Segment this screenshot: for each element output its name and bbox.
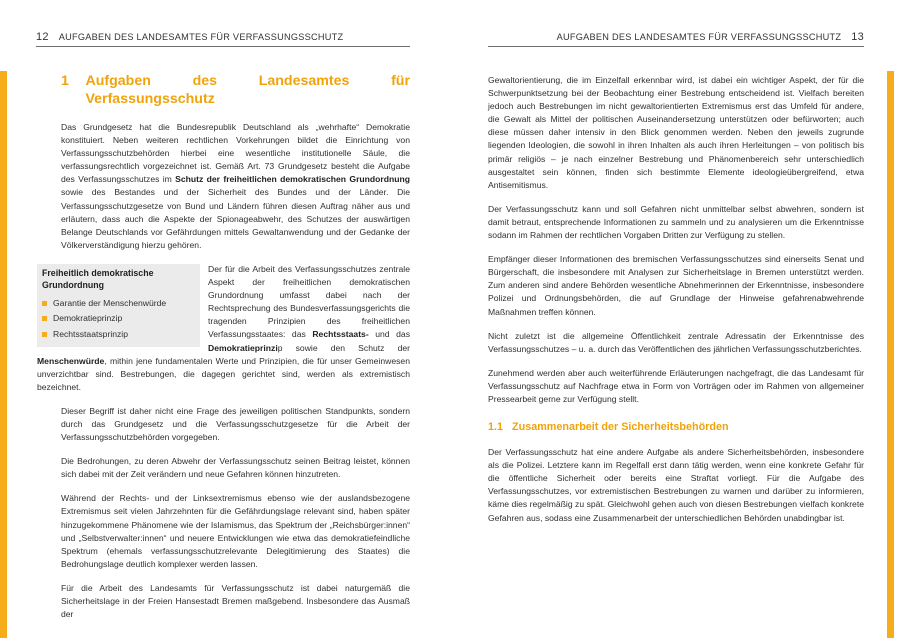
- paragraph: Für die Arbeit des Landesamts für Verfassungsschutz ist dabei naturgemäß die Sicherheitslage in der Freien Hansestadt Bremen maßgebend. Insbesondere das Ausmaß der: [61, 582, 410, 620]
- list-item: [42, 296, 194, 311]
- accent-bar-right: [887, 71, 894, 638]
- accent-bar-left: [0, 71, 7, 638]
- text: Das Grundgesetz hat die Bundesrepublik Deutschland als „wehrhafte“ Demokratie konstituiert. Neben weiteren rechtlichen Vorkehrungen bildet die Einrichtung von Verfassungsschutzbehörden hierbei eine wesentliche institutionelle Säule, die verfassungsrechtlich vorgezeichnet ist. Gemäß Art. 73 Grundgesetz besteht die Aufgabe des Verfassungsschutzes im: [61, 122, 410, 185]
- paragraph: Zunehmend werden aber auch weiterführende Erläuterungen nachgefragt, die das Landesamt für Verfassungsschutz auf Nachfrage etwa in Form von Vorträgen oder im Rahmen von allgemeiner Pressearbeit gerne zur Verfügung stellt.: [488, 367, 864, 404]
- section-number: 1.1: [488, 421, 504, 434]
- section-heading: [488, 420, 864, 434]
- paragraph: Nicht zuletzt ist die allgemeine Öffentlichkeit zentrale Adressatin der Erkenntnisse des Verfassungsschutzes – u. a. durch das Veröffentlichen des jährlichen Verfassungsschutzberichtes.: [488, 330, 864, 354]
- bold-text: Rechtsstaats-: [312, 329, 369, 340]
- text: und das: [368, 329, 410, 340]
- header-title: AUFGABEN DES LANDESAMTES FÜR VERFASSUNGSSCHUTZ: [556, 32, 842, 42]
- bold-text: Schutz der freiheitlichen demokratischen Grundordnung: [175, 174, 410, 185]
- running-header-right: [488, 28, 864, 47]
- chapter-title: Aufgaben des Landesamtes für Verfassungsschutz: [85, 73, 410, 107]
- paragraph: Während der Rechts- und der Linksextremismus ebenso wie der auslandsbezogene Extremismus seit vielen Jahrzehnten für die Gefährdungslage relevant sind, haben später hinzugekommene Phänomene wie der Islamismus, das Spektrum der „Reichsbürger:innen“ und „Selbstverwalter:innen“ und neuere Entwicklungen wie etwa das demokratiefeindliche Spektrum (ehemals verfassungsschutzrelevante Delegitimierung des Staates) die Bedrohungslage deutlich komplexer werden lassen.: [61, 493, 410, 569]
- page-number: 13: [851, 31, 864, 43]
- text: p sowie den Schutz der: [277, 342, 410, 353]
- bullet-square-icon: [42, 301, 47, 306]
- bold-text: Demokratieprinzi: [208, 342, 278, 353]
- bold-text: Menschenwürde: [37, 355, 105, 366]
- chapter-heading: [61, 72, 410, 108]
- paragraph: [61, 121, 410, 252]
- infobox-list: [42, 296, 194, 342]
- right-page-content: [488, 74, 864, 536]
- running-header-left: [36, 28, 410, 47]
- header-title: AUFGABEN DES LANDESAMTES FÜR VERFASSUNGSSCHUTZ: [58, 32, 344, 42]
- list-item-label: Rechtsstaatsprinzip: [53, 328, 128, 339]
- text: , mithin jene fundamentalen Werte und Prinzipien, die für unser Gemeinwesen unverzichtbar sind. Bestrebungen, die dagegen gerichtet sind, werden als extremistisch bezeichnet.: [37, 355, 410, 392]
- left-page-content: [37, 70, 410, 632]
- text: Der für die Arbeit des Verfassungsschutzes zentrale Aspekt der freiheitlichen demokratischen Grundordnung umfasst dabei nach der Rechtsprechung des Bundesverfassungsgerichts die tragenden Prinzipien des freiheitlichen Verfassungsstaates: das: [208, 263, 410, 340]
- section-title: Zusammenarbeit der Sicherheitsbehörden: [512, 421, 729, 434]
- page-number: 12: [36, 31, 49, 43]
- chapter-number: 1: [61, 73, 69, 89]
- right-page: [450, 0, 900, 638]
- list-item-label: Garantie der Menschenwürde: [53, 297, 167, 308]
- paragraph: Der Verfassungsschutz hat eine andere Aufgabe als andere Sicherheitsbehörden, insbesondere als die Polizei. Letztere kann im Regelfall erst dann tätig werden, wenn eine konkrete Gefahr für die öffentliche Sicherheit oder bereits eine Straftat vorliegt. Für die Aufgabe des Verfassungsschutzes, vor extremistischen Bestrebungen zu warnen und darüber zu informieren, käme dies regelmäßig zu spät. Gleichwohl gehen auch von diesen Bestrebungen vielfach konkrete Gefahren aus, sodass eine Zusammenarbeit der unterschiedlichen Behörden unabdingbar ist.: [488, 447, 864, 523]
- bullet-square-icon: [42, 332, 47, 337]
- bullet-square-icon: [42, 316, 47, 321]
- paragraph: Die Bedrohungen, zu deren Abwehr der Verfassungsschutz seinen Beitrag leistet, können sich dabei mit der Zeit verändern und neue Gefahren können hinzutreten.: [61, 456, 410, 480]
- infobox: [37, 264, 200, 347]
- paragraph: Empfänger dieser Informationen des bremischen Verfassungsschutzes sind einerseits Senat und Bürgerschaft, die insbesondere mit Analysen zur Sicherheitslage in Bremen unterstützt werden. Zum anderen sind andere Behörden wesentliche Abnehmerinnen der Erkenntnisse, insbesondere Polizei und Ordnungsbehörden, die auf Grundlage der Hinweise gefahrenabwehrende Maßnahmen treffen können.: [488, 254, 864, 317]
- text: sowie des Bestandes und der Sicherheit des Bundes und der Länder. Die Verfassungsschutzgesetze von Bund und Ländern führen diesen Auftrag näher aus und erläutern, dass auch die Aspekte der Spionageabwehr, des Schutzes der auswärtigen Belange Deutschlands vor Gefährdungen mittels Gewaltanwendung und der Gedanke der Völkerverständigung hierzu gehören.: [61, 187, 410, 250]
- list-item: [42, 327, 194, 342]
- infobox-title: Freiheitlich demokratische Grundordnung: [42, 267, 154, 291]
- list-item: [42, 311, 194, 326]
- list-item-label: Demokratieprinzip: [53, 313, 123, 324]
- paragraph: Der Verfassungsschutz kann und soll Gefahren nicht unmittelbar selbst abwehren, sondern ist damit betraut, entsprechende Informationen zu sammeln und zu analysieren um die Erkenntnisse sodann im Rahmen der rechtlichen Vorgaben Dritten zur Verfügung zu stellen.: [488, 203, 864, 241]
- paragraph: Gewaltorientierung, die im Einzelfall erkennbar wird, ist dabei ein wichtiger Aspekt, der für die Schwerpunktsetzung bei der Beobachtung einer Bestrebung entscheidend ist. Vielfach bereiten jedoch auch Bestrebungen im nicht gewaltorientierten Extremismus erst das Umfeld für andere, die Gewalt als Mittel der politischen Auseinandersetzung unterstützen oder befürworten; auch diese müssen daher intensiv in den Blick genommen werden. Neben den jeweils zugrunde liegenden Ideologien, die sowohl in ihren Inhalten als auch ihren Herleitungen – von politisch bis primär religiös – je nach einzelner Bestrebung und Phänomenbereich sehr unterschiedlich ausgestaltet sein können, finden sich bestimmte Elemente ideologieübergreifend, etwa Antisemitismus.: [488, 75, 864, 190]
- paragraph: Dieser Begriff ist daher nicht eine Frage des jeweiligen politischen Standpunkts, sondern durch das Grundgesetz und die Verfassungsschutzgesetze für die Arbeit der Verfassungsschutzbehörden vorgegeben.: [61, 405, 410, 443]
